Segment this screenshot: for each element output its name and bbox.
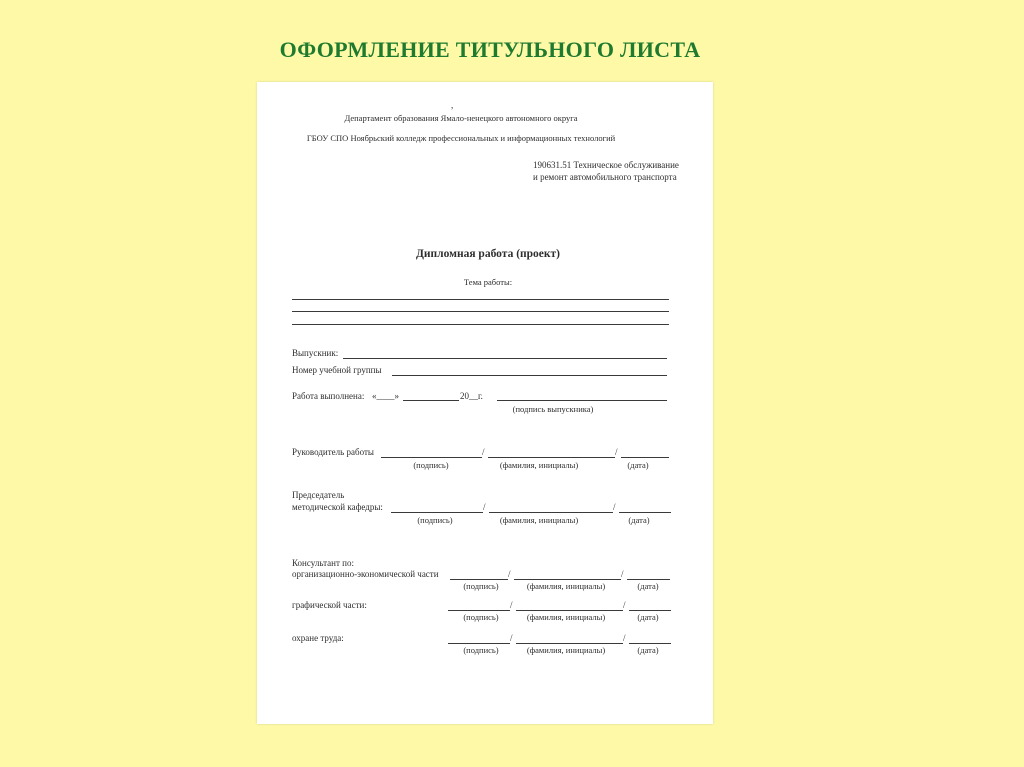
date-caption: (дата)	[627, 460, 649, 470]
document-title: Дипломная работа (проект)	[415, 248, 561, 260]
topic-line-3	[292, 324, 669, 325]
supervisor-name-line	[488, 457, 615, 458]
graphic-part-label: графической части:	[292, 600, 367, 610]
chair-label-line-2: методической кафедры:	[292, 502, 383, 512]
org-econ-name-line	[514, 579, 621, 580]
org-econ-date-line	[627, 579, 670, 580]
name-caption: (фамилия, инициалы)	[499, 515, 579, 525]
supervisor-date-line	[621, 457, 669, 458]
graduate-signature-caption: (подпись выпускника)	[512, 404, 594, 414]
specialty-line-1: 190631.51 Техническое обслуживание	[533, 160, 679, 170]
signature-caption: (подпись)	[463, 645, 499, 655]
slide-title: ОФОРМЛЕНИЕ ТИТУЛЬНОГО ЛИСТА	[279, 37, 701, 62]
signature-caption: (подпись)	[463, 612, 499, 622]
date-caption: (дата)	[637, 612, 659, 622]
labor-signature-line	[448, 643, 510, 644]
date-caption: (дата)	[637, 581, 659, 591]
separator-slash: /	[482, 447, 485, 457]
supervisor-signature-line	[381, 457, 482, 458]
separator-slash: /	[623, 600, 626, 610]
chair-date-line	[619, 512, 671, 513]
title-page-sheet	[257, 82, 713, 724]
labor-date-line	[629, 643, 671, 644]
signature-caption: (подпись)	[463, 581, 499, 591]
name-caption: (фамилия, инициалы)	[526, 645, 606, 655]
name-caption: (фамилия, инициалы)	[499, 460, 579, 470]
labor-name-line	[516, 643, 623, 644]
graduate-line	[343, 358, 667, 359]
chair-name-line	[489, 512, 613, 513]
department-header: Департамент образования Ямало-ненецкого автономного округа	[344, 113, 578, 123]
college-header: ГБОУ СПО Ноябрьский колледж профессиональных и информационных технологий	[306, 133, 616, 143]
comma-mark: ,	[451, 100, 454, 110]
signature-caption: (подпись)	[413, 460, 449, 470]
graphic-signature-line	[448, 610, 510, 611]
separator-slash: /	[483, 502, 486, 512]
separator-slash: /	[508, 569, 511, 579]
name-caption: (фамилия, инициалы)	[526, 612, 606, 622]
separator-slash: /	[613, 502, 616, 512]
topic-line-2	[292, 311, 669, 312]
topic-line-1	[292, 299, 669, 300]
supervisor-label: Руководитель работы	[292, 447, 374, 457]
chair-signature-line	[391, 512, 483, 513]
separator-slash: /	[621, 569, 624, 579]
date-day-field: «____»	[372, 391, 399, 401]
name-caption: (фамилия, инициалы)	[526, 581, 606, 591]
completed-label: Работа выполнена:	[292, 391, 365, 401]
group-label: Номер учебной группы	[292, 365, 382, 375]
graphic-name-line	[516, 610, 623, 611]
date-month-line	[403, 400, 459, 401]
org-econ-signature-line	[450, 579, 508, 580]
consultant-label: Консультант по:	[292, 558, 354, 568]
labor-safety-label: охране труда:	[292, 633, 344, 643]
group-line	[392, 375, 667, 376]
graduate-signature-line	[497, 400, 667, 401]
year-field: 20__г.	[460, 391, 483, 401]
specialty-line-2: и ремонт автомобильного транспорта	[533, 172, 677, 182]
chair-label-line-1: Председатель	[292, 490, 345, 500]
separator-slash: /	[615, 447, 618, 457]
separator-slash: /	[623, 633, 626, 643]
separator-slash: /	[510, 600, 513, 610]
org-econ-label: организационно-экономической части	[292, 569, 439, 579]
graphic-date-line	[629, 610, 671, 611]
date-caption: (дата)	[637, 645, 659, 655]
signature-caption: (подпись)	[417, 515, 453, 525]
date-caption: (дата)	[628, 515, 650, 525]
separator-slash: /	[510, 633, 513, 643]
topic-label: Тема работы:	[463, 277, 513, 287]
graduate-label: Выпускник:	[292, 348, 339, 358]
